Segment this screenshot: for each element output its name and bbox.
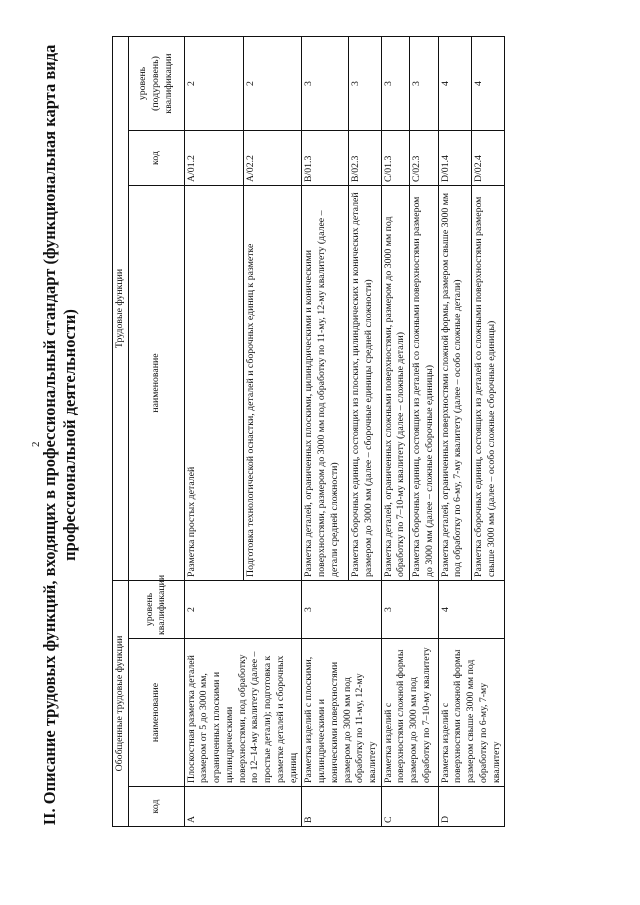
table-header-row xyxy=(128,37,184,827)
labor-function-level: 2 xyxy=(184,37,243,131)
labor-function-name: Разметка сборочных единиц, состоящих из плоских, цилиндрических и конических деталей размером до 3000 мм (далее – сборочные единицы средней сложности) xyxy=(349,186,381,581)
generalized-level: 4 xyxy=(438,581,505,639)
heading-line-2: профессиональной деятельности) xyxy=(59,309,79,561)
labor-function-level: 3 xyxy=(302,37,349,131)
labor-function-name: Разметка простых деталей xyxy=(184,186,243,581)
functional-map-table xyxy=(112,36,505,827)
labor-function-name: Разметка деталей, ограниченных плоскими, цилиндрическими и коническими поверхностями, размером до 3000 мм под обработку по 11-му, 12-му квалитету (далее – детали средней сложности) xyxy=(302,186,349,581)
labor-function-name: Разметка сборочных единиц, состоящих из деталей со сложными поверхностями размером до 3000 мм (далее – сложные сборочные единицы) xyxy=(410,186,438,581)
labor-function-code: D/02.4 xyxy=(472,131,505,186)
labor-function-code: D/01.4 xyxy=(438,131,471,186)
generalized-name: Разметка изделий с плоскими, цилиндрическими и коническими поверхностями размером до 3000 мм под обработку по 11-му, 12-му квалитету xyxy=(302,639,381,787)
header-tf-code: код xyxy=(128,131,184,186)
header-tf-name: наименование xyxy=(128,186,184,581)
heading-line-1: II. Описание трудовых функций, входящих в профессиональный стандарт (функциональная карта вида xyxy=(40,44,59,826)
generalized-name: Разметка изделий с поверхностями сложной формы размером свыше 3000 мм под обработку по 6-му, 7-му квалитету xyxy=(438,639,505,787)
labor-function-name: Разметка сборочных единиц, состоящих из деталей со сложными поверхностями размером свыше 3000 мм (далее – особо сложные сборочные единицы) xyxy=(472,186,505,581)
labor-function-name: Разметка деталей, ограниченных поверхностями сложной формы, размером свыше 3000 мм под обработку по 6-му, 7-му квалитету (далее – особо сложные детали) xyxy=(438,186,471,581)
labor-function-code: B/02.3 xyxy=(349,131,381,186)
generalized-code: C xyxy=(381,787,438,827)
labor-function-level: 2 xyxy=(243,37,302,131)
table-row xyxy=(302,37,349,827)
labor-function-name: Подготовка технологической оснастки, деталей и сборочных единиц к разметке xyxy=(243,186,302,581)
labor-function-level: 3 xyxy=(410,37,438,131)
generalized-name: Разметка изделий с поверхностями сложной формы размером до 3000 мм под обработку по 7–10-му квалитету xyxy=(381,639,438,787)
generalized-level: 3 xyxy=(381,581,438,639)
labor-function-code: C/01.3 xyxy=(381,131,409,186)
labor-function-name: Разметка деталей, ограниченных сложными поверхностями, размером до 3000 мм под обработку по 7–10-му квалитету (далее – сложные детали) xyxy=(381,186,409,581)
labor-function-level: 4 xyxy=(472,37,505,131)
generalized-code: B xyxy=(302,787,381,827)
header-labor-functions: Трудовые функции xyxy=(113,37,129,581)
page-number: 2 xyxy=(30,441,42,447)
labor-function-code: B/01.3 xyxy=(302,131,349,186)
generalized-code: A xyxy=(184,787,302,827)
table-row xyxy=(184,37,243,827)
generalized-name: Плоскостная разметка деталей размером от 5 до 3000 мм, ограниченных плоскими и цилиндрическими поверхностями, под обработку по 12–14-му квалитету (далее – простые детали); подготовка к разметке деталей и сборочных единиц xyxy=(184,639,302,787)
labor-function-code: C/02.3 xyxy=(410,131,438,186)
labor-function-level: 3 xyxy=(349,37,381,131)
header-code: код xyxy=(128,787,184,827)
generalized-code: D xyxy=(438,787,505,827)
generalized-level: 2 xyxy=(184,581,302,639)
header-generalized-functions: Обобщенные трудовые функции xyxy=(113,581,129,827)
table-body xyxy=(184,37,505,827)
labor-function-level: 4 xyxy=(438,37,471,131)
generalized-level: 3 xyxy=(302,581,381,639)
labor-function-code: A/01.2 xyxy=(184,131,243,186)
table-row xyxy=(381,37,409,827)
table-row xyxy=(438,37,471,827)
labor-function-code: A/02.2 xyxy=(243,131,302,186)
section-heading xyxy=(40,35,80,835)
table-header-group-row xyxy=(113,37,129,827)
header-tf-level: уровень (подуровень) квалификации xyxy=(128,37,184,131)
header-level: уровень квалификации xyxy=(128,581,184,639)
header-name: наименование xyxy=(128,639,184,787)
labor-function-level: 3 xyxy=(381,37,409,131)
